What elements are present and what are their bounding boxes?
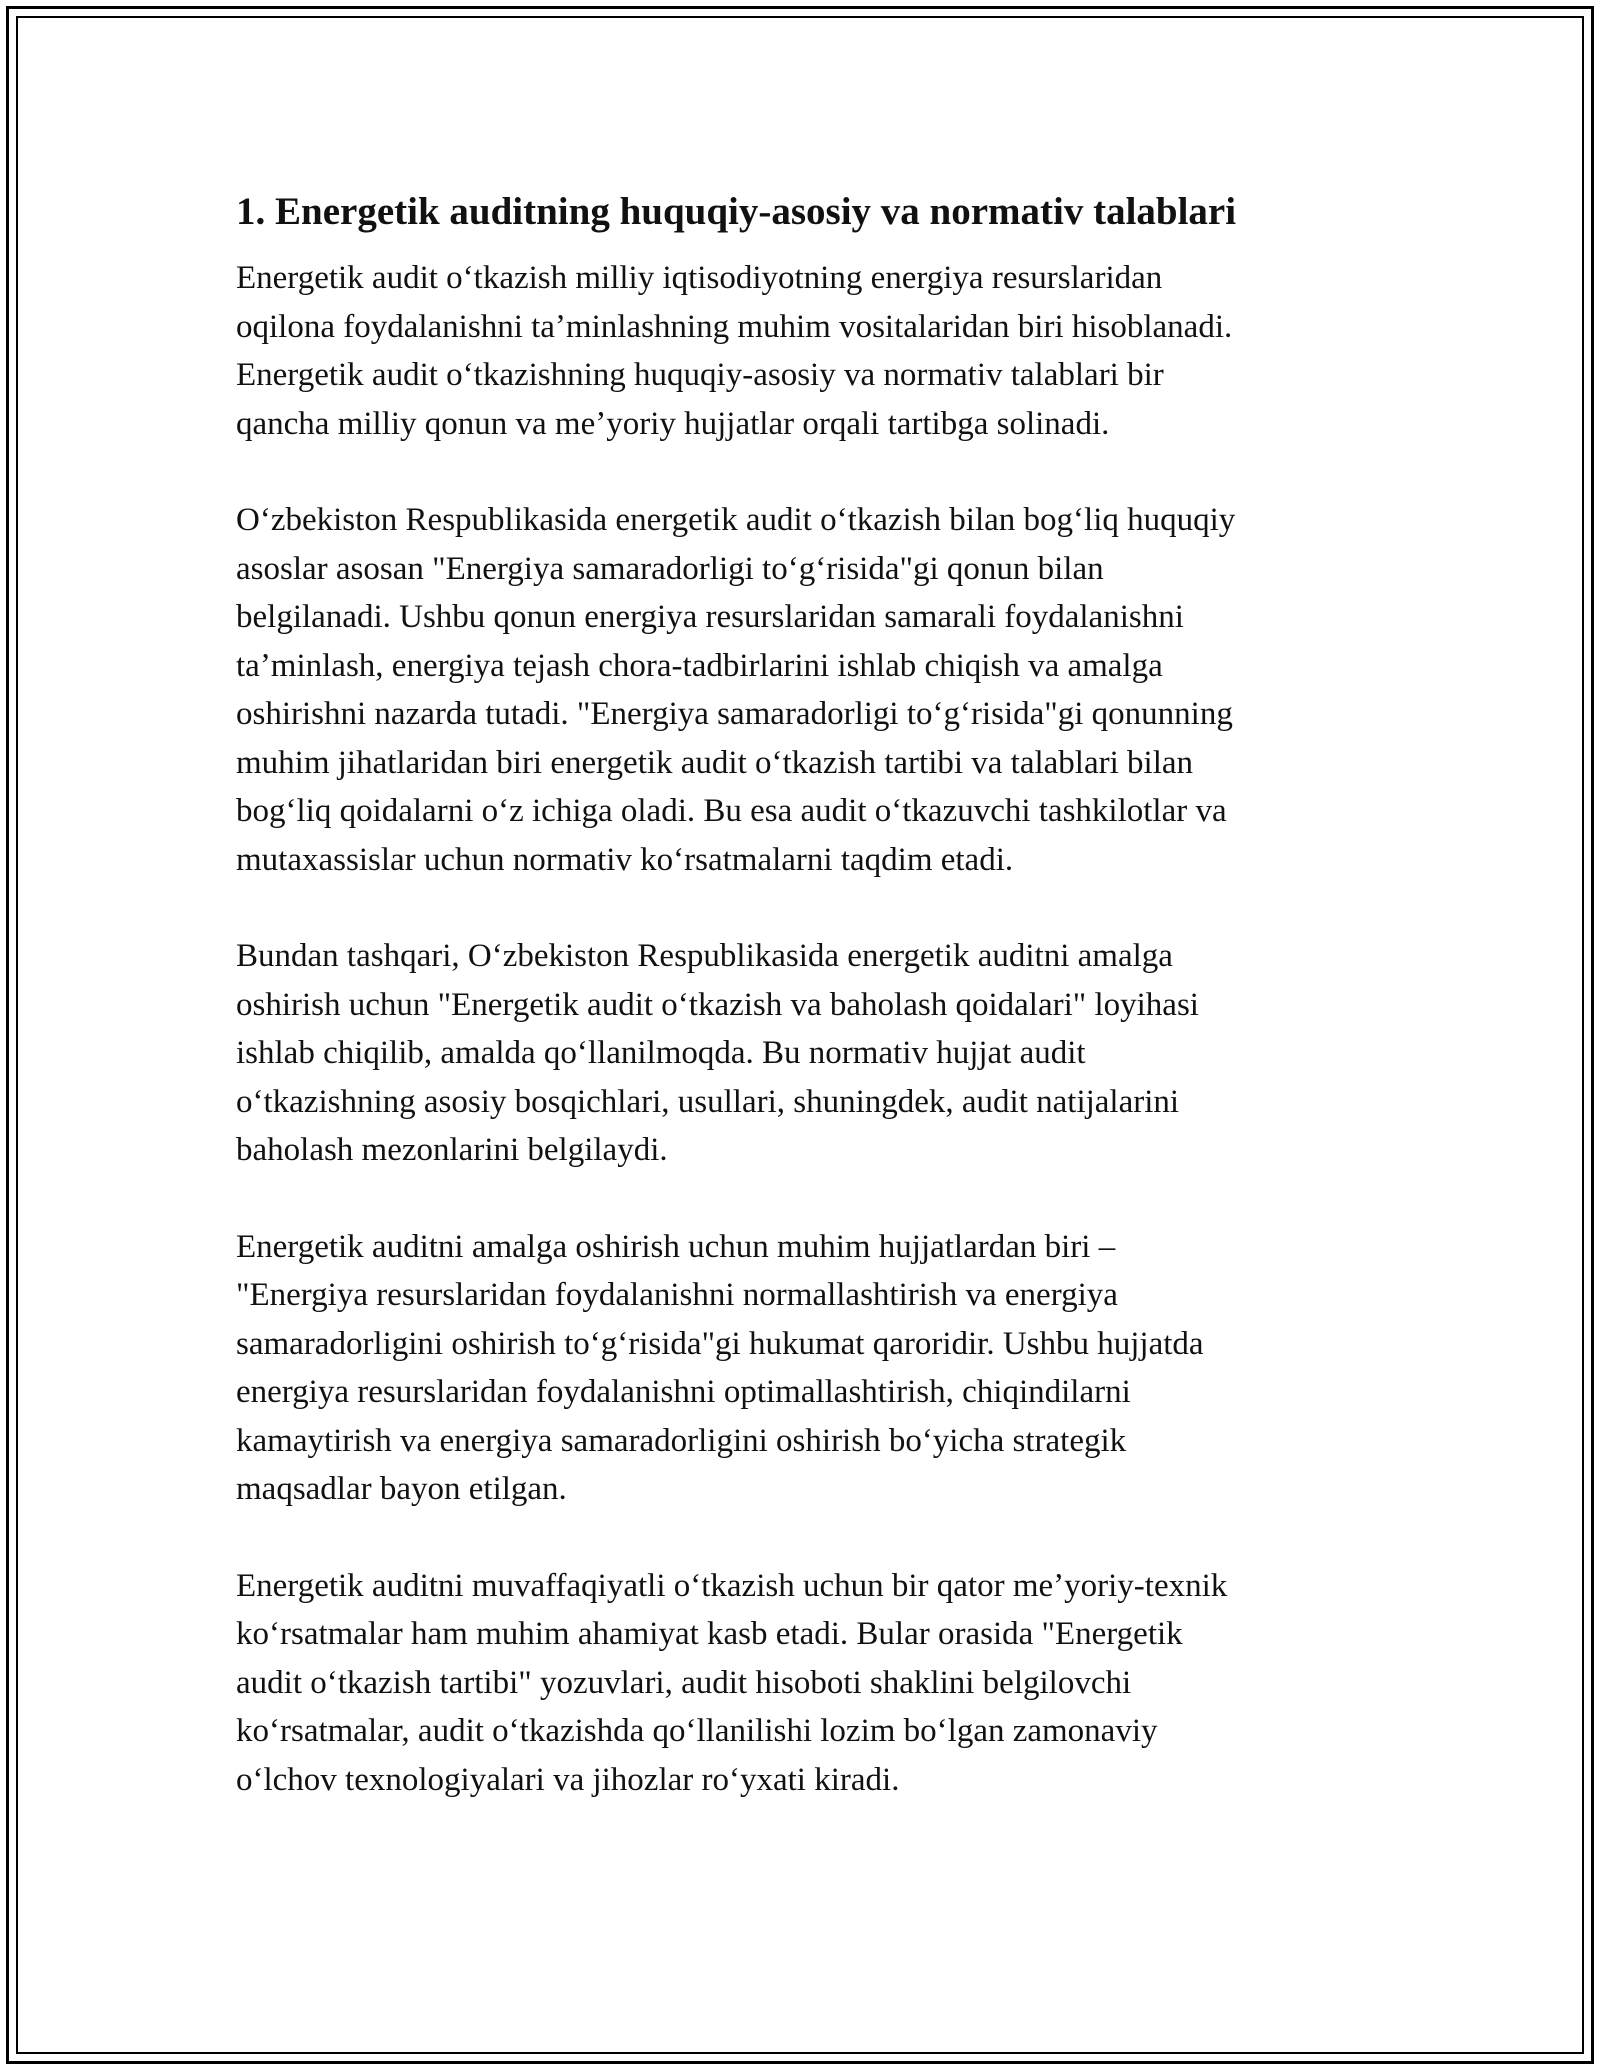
paragraph-line: belgilanadi. Ushbu qonun energiya resurslaridan samarali foydalanishni [236, 599, 1184, 635]
section-heading: 1. Energetik auditning huquqiy-asosiy va normativ talablari [236, 190, 1237, 233]
paragraph-line: qancha milliy qonun va meʼyoriy hujjatlar orqali tartibga solinadi. [236, 405, 1110, 442]
paragraph-line: "Energiya resurslaridan foydalanishni normallashtirish va energiya [236, 1277, 1118, 1313]
paragraph-line: oʻtkazishning asosiy bosqichlari, usullari, shuningdek, audit natijalarini [236, 1083, 1180, 1120]
paragraph-line: Energetik audit oʻtkazish milliy iqtisodiyotning energiya resurslaridan [236, 260, 1163, 296]
paragraph-line: maqsadlar bayon etilgan. [236, 1471, 567, 1507]
paragraph-line: muhim jihatlaridan biri energetik audit oʻtkazish tartibi va talablari bilan [236, 744, 1194, 781]
paragraph-line: energiya resurslaridan foydalanishni optimallashtirish, chiqindilarni [236, 1374, 1131, 1410]
paragraph-line: koʻrsatmalar ham muhim ahamiyat kasb etadi. Bular orasida "Energetik [236, 1616, 1183, 1652]
paragraph-5 [236, 1562, 1356, 1805]
paragraph-1 [236, 254, 1356, 448]
paragraph-line: oqilona foydalanishni taʼminlashning muhim vositalaridan biri hisoblanadi. [236, 308, 1233, 345]
paragraph-line: oshirishni nazarda tutadi. "Energiya samaradorligi toʻgʻrisida"gi qonunning [236, 696, 1233, 732]
paragraph-line: Bundan tashqari, Oʻzbekiston Respublikasida energetik auditni amalga [236, 938, 1173, 974]
paragraph-line: Oʻzbekiston Respublikasida energetik audit oʻtkazish bilan bogʻliq huquqiy [236, 502, 1236, 538]
paragraph-4 [236, 1223, 1356, 1514]
paragraph-line: ishlab chiqilib, amalda qoʻllanilmoqda. Bu normativ hujjat audit [236, 1035, 1086, 1071]
paragraph-line: bogʻliq qoidalarni oʻz ichiga oladi. Bu esa audit oʻtkazuvchi tashkilotlar va [236, 793, 1227, 829]
paragraph-line: kamaytirish va energiya samaradorligini oshirish boʻyicha strategik [236, 1422, 1127, 1459]
paragraph-line: Energetik auditni muvaffaqiyatli oʻtkazish uchun bir qator meʼyoriy-texnik [236, 1567, 1228, 1604]
paragraph-line: Energetik auditni amalga oshirish uchun muhim hujjatlardan biri – [236, 1228, 1116, 1265]
document-body [236, 186, 1356, 1852]
paragraph-line: oʻlchov texnologiyalari va jihozlar roʻyxati kiradi. [236, 1761, 900, 1798]
paragraph-line: audit oʻtkazish tartibi" yozuvlari, audit hisoboti shaklini belgilovchi [236, 1664, 1132, 1701]
paragraph-line: mutaxassislar uchun normativ koʻrsatmalarni taqdim etadi. [236, 841, 1014, 878]
paragraph-2 [236, 496, 1356, 884]
paragraph-line: oshirish uchun "Energetik audit oʻtkazish va baholash qoidalari" loyihasi [236, 986, 1199, 1023]
paragraph-3 [236, 932, 1356, 1175]
paragraph-line: asoslar asosan "Energiya samaradorligi toʻgʻrisida"gi qonun bilan [236, 550, 1104, 587]
paragraph-line: baholash mezonlarini belgilaydi. [236, 1132, 668, 1168]
paragraph-line: taʼminlash, energiya tejash chora-tadbirlarini ishlab chiqish va amalga [236, 647, 1163, 684]
paragraph-line: samaradorligini oshirish toʻgʻrisida"gi hukumat qaroridir. Ushbu hujjatda [236, 1325, 1204, 1362]
paragraph-line: koʻrsatmalar, audit oʻtkazishda qoʻllanilishi lozim boʻlgan zamonaviy [236, 1713, 1158, 1749]
paragraph-line: Energetik audit oʻtkazishning huquqiy-asosiy va normativ talablari bir [236, 357, 1164, 393]
